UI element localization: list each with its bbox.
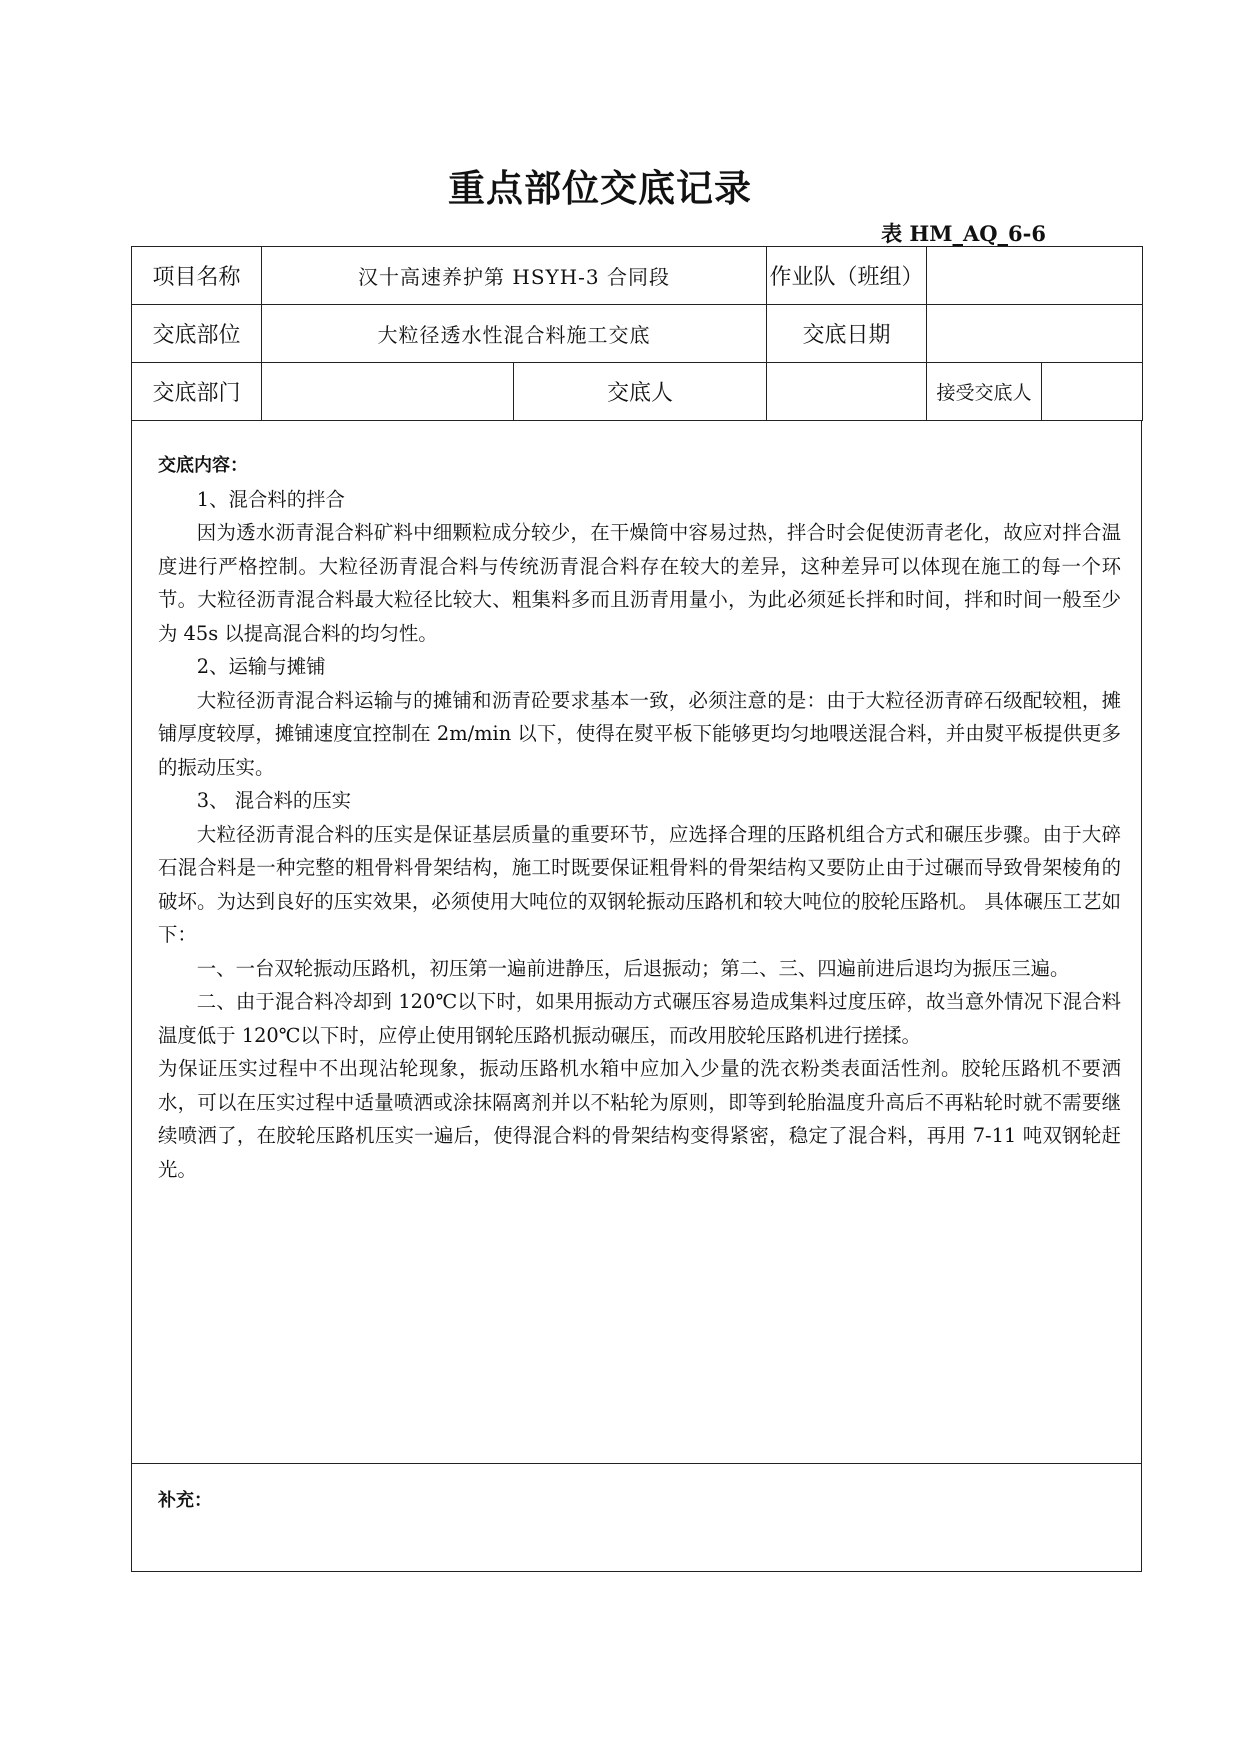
header-row-project [132,247,1143,305]
content-paragraph: 大粒径沥青混合料运输与的摊铺和沥青砼要求基本一致，必须注意的是：由于大粒径沥青碎石级配较粗，摊铺厚度较厚，摊铺速度宜控制在 2m/min 以下，使得在熨平板下能够更均匀地喂送混合料，并由熨平板提供更多的振动压实。 [158,688,1121,779]
content-paragraphs [158,483,1121,1187]
content-paragraph: 二、由于混合料冷却到 120℃以下时，如果用振动方式碾压容易造成集料过度压碎，故当意外情况下混合料温度低于 120℃以下时，应停止使用钢轮压路机振动碾压，而改用胶轮压路机进行搓揉。 [158,990,1121,1047]
content-paragraph: 2、运输与摊铺 [196,655,326,678]
content-paragraph: 一、一台双轮振动压路机，初压第一遍前进静压，后退振动；第二、三、四遍前进后退均为振压三遍。 [196,956,1070,980]
content-paragraph: 1、混合料的拌合 [196,487,345,511]
date-label: 交底日期 [767,305,927,363]
receiver-value [1042,363,1143,421]
content-body [158,449,1121,1186]
team-label: 作业队（班组） [767,247,927,305]
team-value [927,247,1143,305]
form-code: 表 HM_AQ_6-6 [881,221,1046,246]
department-label: 交底部门 [132,363,262,421]
content-section [131,421,1142,1464]
location-label: 交底部位 [132,305,262,363]
project-name-label: 项目名称 [132,247,262,305]
date-value [927,305,1143,363]
project-name-value: 汉十高速养护第 HSYH-3 合同段 [262,247,767,305]
department-value [262,363,514,421]
receiver-label: 接受交底人 [927,363,1042,421]
presenter-value [767,363,927,421]
content-paragraph: 大粒径沥青混合料的压实是保证基层质量的重要环节，应选择合理的压路机组合方式和碾压步骤。由于大碎石混合料是一种完整的粗骨料骨架结构，施工时既要保证粗骨料的骨架结构又要防止由于过碾而导致骨架棱角的破坏。为达到良好的压实效果，必须使用大吨位的双钢轮振动压路机和较大吨位的胶轮压路机。 具体碾压工艺如下： [158,822,1121,946]
content-paragraph: 为保证压实过程中不出现沾轮现象，振动压路机水箱中应加入少量的洗衣粉类表面活性剂。胶轮压路机不要洒水，可以在压实过程中适量喷洒或涂抹隔离剂并以不粘轮为原则，即等到轮胎温度升高后不再粘轮时就不需要继续喷洒了，在胶轮压路机压实一遍后，使得混合料的骨架结构变得紧密，稳定了混合料，再用 7-11 吨双钢轮赶光。 [158,1057,1121,1181]
content-paragraph: 因为透水沥青混合料矿料中细颗粒成分较少，在干燥筒中容易过热，拌合时会促使沥青老化，故应对拌合温度进行严格控制。大粒径沥青混合料与传统沥青混合料存在较大的差异，这种差异可以体现在施工的每一个环节。大粒径沥青混合料最大粒径比较大、粗集料多而且沥青用量小，为此必须延长拌和时间，拌和时间一般至少为 45s 以提高混合料的均匀性。 [158,521,1121,645]
header-table [131,246,1143,421]
header-row-location [132,305,1143,363]
supplement-section [131,1463,1142,1572]
page-title: 重点部位交底记录 [448,166,752,210]
header-row-department [132,363,1143,421]
location-value: 大粒径透水性混合料施工交底 [262,305,767,363]
content-label: 交底内容： [158,455,248,476]
content-paragraph: 3、 混合料的压实 [196,789,352,812]
supplement-label: 补充： [158,1490,212,1511]
presenter-label: 交底人 [514,363,767,421]
